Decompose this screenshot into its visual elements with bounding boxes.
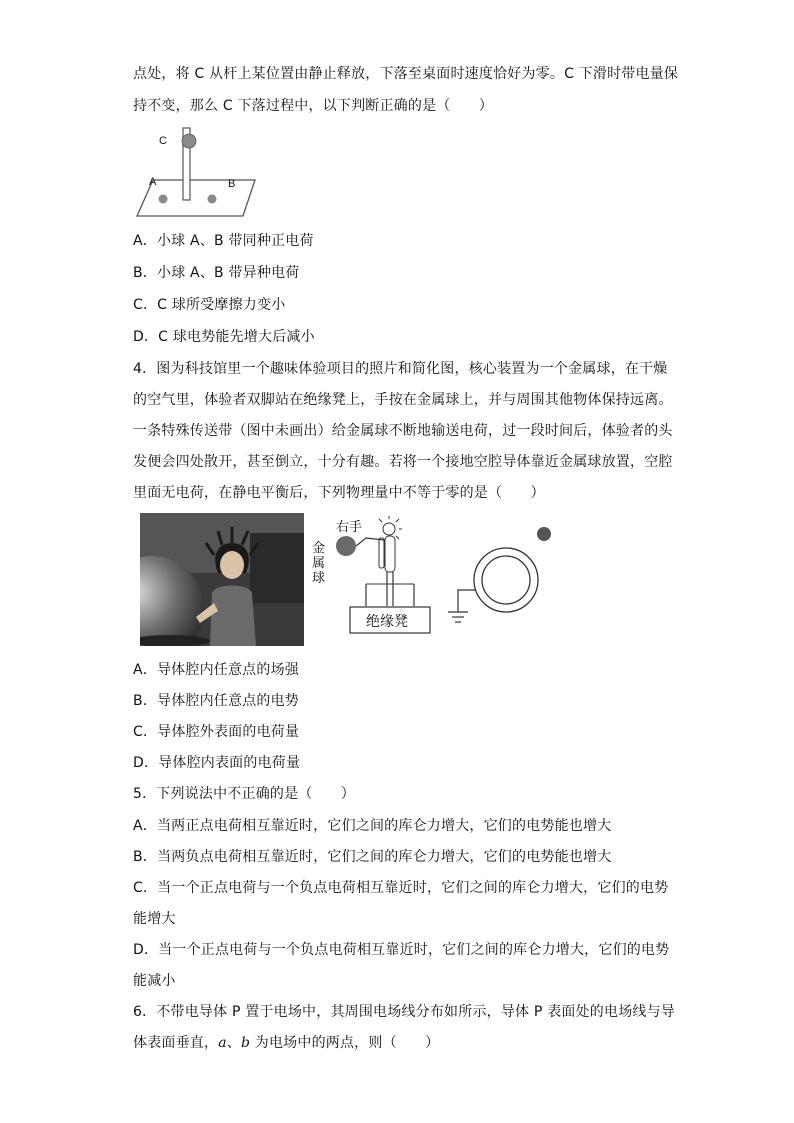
q5-option-a: A．当两正点电荷相互靠近时，它们之间的库仑力增大，它们的电势能也增大: [133, 818, 612, 834]
label-stool: 绝缘凳: [366, 613, 408, 629]
label-right-hand: 右手: [336, 519, 363, 534]
label-c: C: [159, 135, 167, 147]
q5-option-c: C．当一个正点电荷与一个负点电荷相互靠近时，它们之间的库仑力增大，它们的电势: [133, 880, 669, 896]
q6-stem-line-1: 6．不带电导体 P 置于电场中，其周围电场线分布如所示，导体 P 表面处的电场线与导: [133, 1004, 675, 1020]
q6-sep: 、: [226, 1035, 241, 1051]
q3-stem-line-2: 持不变，那么 C 下落过程中，以下判断正确的是（ ）: [133, 98, 494, 114]
q4-stem-line-5: 里面无电荷，在静电平衡后，下列物理量中不等于零的是（ ）: [133, 485, 545, 501]
label-metal-ball: 金属球: [312, 540, 326, 585]
q4-option-d: D．导体腔内表面的电荷量: [133, 755, 301, 771]
q4-stem-line-2: 的空气里，体验者双脚站在绝缘凳上，手按在金属球上，并与周围其他物体保持远离。: [133, 392, 673, 408]
metal-ball-mark: [336, 536, 356, 556]
q3-option-c: C．C 球所受摩擦力变小: [133, 297, 286, 313]
cavity-conductor-diagram: [444, 520, 564, 636]
q6-stem-post: 为电场中的两点，则（ ）: [250, 1035, 440, 1051]
q5-option-c-cont: 能增大: [133, 911, 176, 927]
ball-a: [159, 195, 168, 204]
q3-option-b: B．小球 A、B 带异种电荷: [133, 265, 300, 281]
q4-schematic: [308, 514, 450, 640]
q4-option-c: C．导体腔外表面的电荷量: [133, 724, 300, 740]
q5-option-d-cont: 能减小: [133, 973, 176, 989]
metal-ball-small: [537, 527, 551, 541]
q3-option-a: A．小球 A、B 带同种正电荷: [133, 233, 314, 249]
point-a: a: [218, 1035, 227, 1051]
q3-option-d: D．C 球电势能先增大后减小: [133, 329, 315, 345]
q4-stem-line-1: 4．图为科技馆里一个趣味体验项目的照片和简化图，核心装置为一个金属球，在干燥: [133, 361, 668, 377]
q6-stem-pre: 体表面垂直，: [133, 1035, 219, 1051]
q4-stem-line-4: 发便会四处散开，甚至倒立，十分有趣。若将一个接地空腔导体靠近金属球放置，空腔: [133, 454, 673, 470]
q4-option-b: B．导体腔内任意点的电势: [133, 693, 300, 709]
q3-figure: [133, 124, 263, 224]
q4-option-a: A．导体腔内任意点的场强: [133, 662, 299, 678]
q4-stem-line-3: 一条特殊传送带（图中未画出）给金属球不断地输送电荷，过一段时间后，体验者的头: [133, 423, 673, 439]
rod-table-diagram: [133, 124, 263, 224]
q6-stem-line-2: [133, 1033, 439, 1053]
q5-option-b: B．当两负点电荷相互靠近时，它们之间的库仑力增大，它们的电势能也增大: [133, 849, 612, 865]
ball-c: [182, 134, 196, 148]
q3-stem-line-1: 点处，将 C 从杆上某位置由静止释放，下落至桌面时速度恰好为零。C 下滑时带电量保: [133, 66, 679, 82]
label-b: B: [228, 178, 236, 190]
q5-option-d: D．当一个正点电荷与一个负点电荷相互靠近时，它们之间的库仑力增大，它们的电势: [133, 942, 670, 958]
q5-stem: 5．下列说法中不正确的是（ ）: [133, 786, 356, 802]
q4-photo: [140, 513, 304, 646]
ball-b: [208, 195, 217, 204]
q4-cavity-figure: [444, 520, 564, 636]
photo-image: [140, 513, 304, 646]
label-a: A: [149, 176, 157, 188]
point-b: b: [240, 1035, 251, 1051]
